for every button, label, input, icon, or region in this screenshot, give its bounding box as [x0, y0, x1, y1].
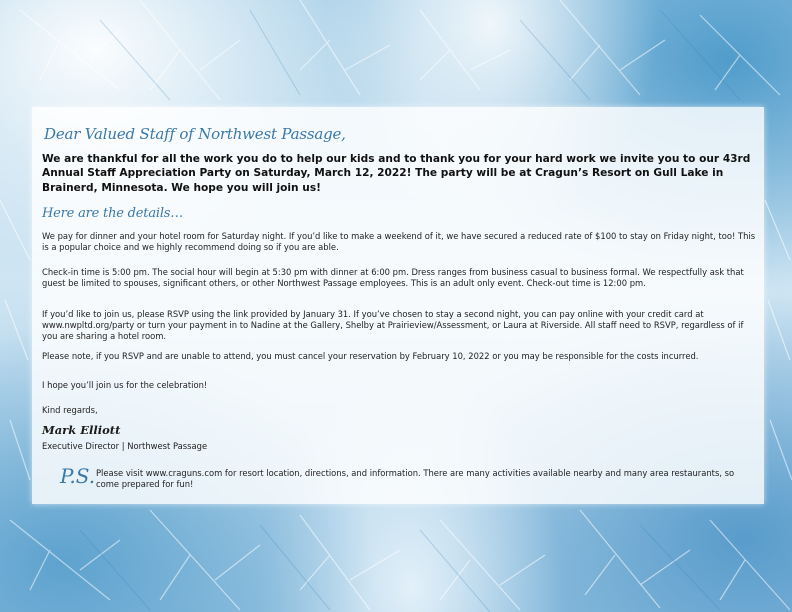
invitation-panel [32, 107, 764, 504]
paragraph-rsvp: If you’d like to join us, please RSVP using the link provided by January 31. If you’ve chosen to stay a second night, you can pay online with your credit card at www.nwpltd.org/party or turn your payment in to Nadine at the Gallery, Shelby at Prairieview/Assessment, or Laura at Riverside. All staff need to RSVP, regardless of if you are sharing a hotel room. [42, 309, 744, 342]
paragraph-closing: I hope you’ll join us for the celebration! [42, 380, 208, 390]
paragraph-regards: Kind regards, [42, 405, 98, 415]
paragraph-cancellation: Please note, if you RSVP and are unable to attend, you must cancel your reservation by February 10, 2022 or you may be responsible for the costs incurred. [42, 351, 699, 361]
ps-label: P.S. [60, 464, 96, 488]
details-heading: Here are the details… [42, 206, 184, 221]
paragraph-hotel: We pay for dinner and your hotel room for Saturday night. If you’d like to make a weekend of it, we have secured a reduced rate of $100 to stay on Friday night, too! This is a popular choice and we highly recommend doing so if you are able. [42, 231, 756, 253]
ps-text: Please visit www.craguns.com for resort location, directions, and information. There are many activities available nearby and many area restaurants, so come prepared for fun! [96, 468, 735, 490]
signer-title: Executive Director | Northwest Passage [42, 441, 208, 451]
signature: Mark Elliott [42, 423, 121, 437]
paragraph-schedule: Check-in time is 5:00 pm. The social hour will begin at 5:30 pm with dinner at 6:00 pm. Dress ranges from business casual to business formal. We respectfully ask that guest be limited to spouses, significant others, or other Northwest Passage employees. This is an adult only event. Check-out time is 12:00 pm. [42, 267, 744, 289]
greeting: Dear Valued Staff of Northwest Passage, [44, 125, 346, 143]
intro-paragraph: We are thankful for all the work you do to help our kids and to thank you for your hard work we invite you to our 43rd Annual Staff Appreciation Party on Saturday, March 12, 2022! The party will be at Cragun’s Resort on Gull Lake in Brainerd, Minnesota. We hope you will join us! [42, 153, 751, 194]
